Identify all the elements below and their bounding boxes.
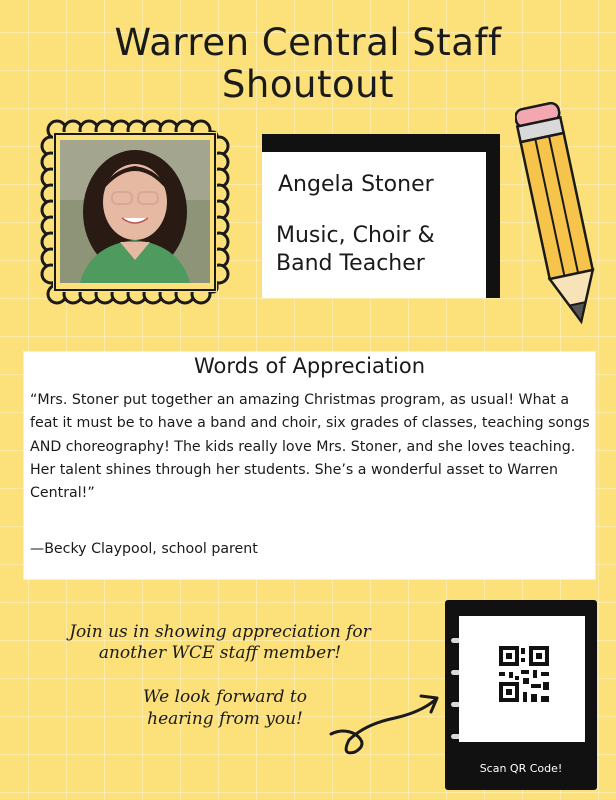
- qr-code-icon: [459, 616, 585, 742]
- staff-role-line-2: Band Teacher: [276, 251, 425, 276]
- cta-line-3: We look forward to: [143, 687, 307, 707]
- qr-caption: Scan QR Code!: [479, 762, 563, 775]
- qr-card[interactable]: [445, 600, 597, 790]
- staff-name: Angela Stoner: [278, 172, 434, 197]
- title-line-2: Shoutout: [221, 63, 395, 106]
- cta-line-4: hearing from you!: [147, 709, 303, 729]
- cta-line-1: Join us in showing appreciation for: [69, 622, 371, 642]
- name-card: [262, 152, 486, 298]
- staff-role-line-1: Music, Choir &: [276, 223, 435, 248]
- cta-line-2: another WCE staff member!: [98, 643, 342, 663]
- appreciation-heading: Words of Appreciation: [193, 354, 426, 378]
- appreciation-box: [23, 351, 596, 580]
- title-line-1: Warren Central Staff: [114, 21, 502, 64]
- staff-photo: [60, 140, 210, 283]
- pencil-icon: [515, 92, 601, 342]
- call-to-action: [40, 622, 400, 664]
- curly-arrow-icon: [325, 672, 445, 762]
- appreciation-quote: “Mrs. Stoner put together an amazing Christmas program, as usual! What a feat it must be to have a band and choir, six grades of classes, teaching songs AND choreography! The kids really love Mrs. Stoner, and she loves teaching. Her talent shines through her students. She’s a wonderful asset to Warren Central!”: [30, 392, 590, 502]
- qr-code[interactable]: [459, 616, 585, 742]
- appreciation-signature: —Becky Claypool, school parent: [30, 541, 258, 557]
- closing-message: [105, 686, 345, 730]
- photo-frame: [39, 118, 231, 306]
- staff-role: [276, 222, 435, 278]
